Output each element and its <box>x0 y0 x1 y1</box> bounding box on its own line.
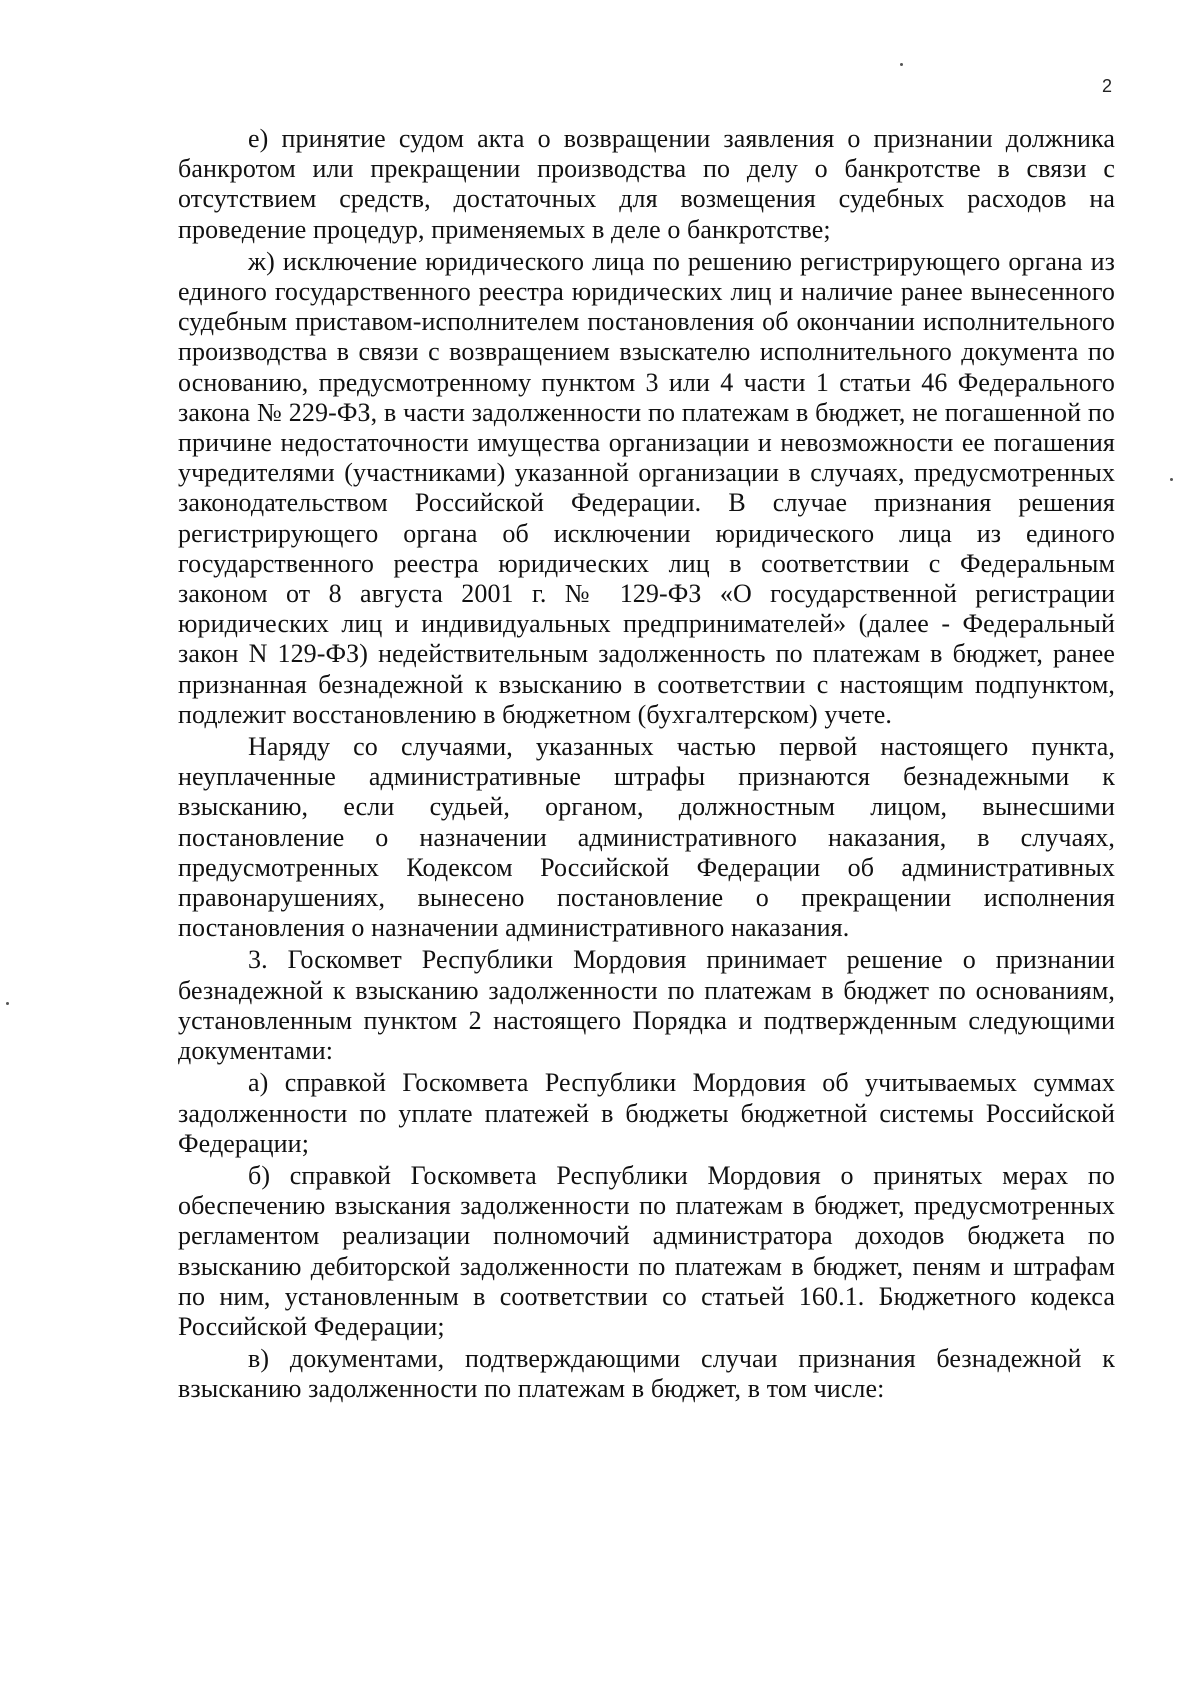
page-number: 2 <box>1101 76 1112 96</box>
scan-speck-top <box>900 63 903 66</box>
paragraph-administrative-fines: Наряду со случаями, указанных частью первой настоящего пункта, неуплаченные административные штрафы признаются безнадежными к взысканию, если судьей, органом, должностным лицом, вынесшими постановление о назначении административного наказания, в случаях, предусмотренных Кодексом Российской Федерации об административных правонарушениях, вынесено постановление о прекращении исполнения постановления о назначении административного наказания. <box>178 732 1115 943</box>
paragraph-subitem-b: б) справкой Госкомвета Республики Мордовия о принятых мерах по обеспечению взыскания задолженности по платежам в бюджет, предусмотренных регламентом реализации полномочий администратора доходов бюджета по взысканию дебиторской задолженности по платежам в бюджет, пеням и штрафам по ним, установленным в соответствии со статьей 160.1. Бюджетного кодекса Российской Федерации; <box>178 1160 1115 1341</box>
paragraph-subitem-a: а) справкой Госкомвета Республики Мордовия об учитываемых суммах задолженности по уплате платежей в бюджеты бюджетной системы Российской Федерации; <box>178 1068 1115 1158</box>
paragraph-subitem-v: в) документами, подтверждающими случаи признания безнадежной к взысканию задолженности по платежам в бюджет, в том числе: <box>178 1344 1115 1404</box>
scan-speck-right <box>1170 478 1173 481</box>
paragraph-item-3: 3. Госкомвет Республики Мордовия принимает решение о признании безнадежной к взысканию задолженности по платежам в бюджет по основаниям, установленным пунктом 2 настоящего Порядка и подтвержденным следующими документами: <box>178 945 1115 1066</box>
paragraph-subitem-e: е) принятие судом акта о возвращении заявления о признании должника банкротом или прекращении производства по делу о банкротстве в связи с отсутствием средств, достаточных для возмещения судебных расходов на проведение процедур, применяемых в деле о банкротстве; <box>178 124 1115 244</box>
scan-speck-left <box>6 1002 9 1005</box>
document-body <box>178 124 1115 1407</box>
paragraph-subitem-zh: ж) исключение юридического лица по решению регистрирующего органа из единого государственного реестра юридических лиц и наличие ранее вынесенного судебным приставом-исполнителем постановления об окончании исполнительного производства в связи с возвращением взыскателю исполнительного документа по основанию, предусмотренному пунктом 3 или 4 части 1 статьи 46 Федерального закона № 229-ФЗ, в части задолженности по платежам в бюджет, не погашенной по причине недостаточности имущества организации и невозможности ее погашения учредителями (участниками) указанной организации в случаях, предусмотренных законодательством Российской Федерации. В случае признания решения регистрирующего органа об исключении юридического лица из единого государственного реестра юридических лиц в соответствии с Федеральным законом от 8 августа 2001 г. № 129-ФЗ «О государственной регистрации юридических лиц и индивидуальных предпринимателей» (далее - Федеральный закон N 129-ФЗ) недействительным задолженность по платежам в бюджет, ранее признанная безнадежной к взысканию в соответствии с настоящим подпунктом, подлежит восстановлению в бюджетном (бухгалтерском) учете. <box>178 246 1115 729</box>
